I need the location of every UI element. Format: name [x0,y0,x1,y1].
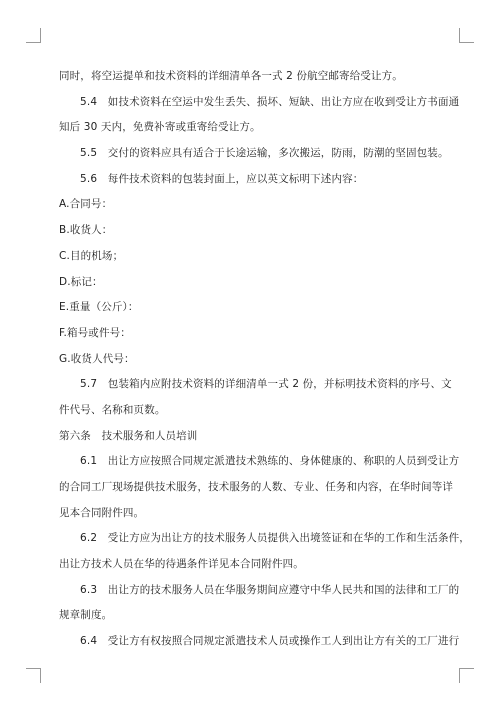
crop-mark-top-left [26,28,41,43]
text-line: 出让方技术人员在华的待遇条件详见本合同附件四。 [59,558,304,571]
text-line: 6.1 出让方应按照合同规定派遣技术熟练的、身体健康的、称职的人员到受让方 [80,455,460,468]
text-line: 5.4 如技术资料在空运中发生丢失、损坏、短缺、出让方应在收到受让方书面通 [80,95,460,108]
text-line: 5.6 每件技术资料的包装封面上，应以英文标明下述内容： [80,172,364,185]
text-line: 第六条 技术服务和人员培训 [59,429,198,442]
text-line: D.标记： [59,275,103,288]
crop-mark-top-right [459,28,474,43]
text-line: 6.2 受让方应为出让方的技术服务人员提供入出境签证和在华的工作和生活条件， [80,532,470,545]
crop-mark-bottom-right [459,668,474,683]
text-line: C.目的机场； [59,249,124,262]
text-line: 件代号、名称和页数。 [59,403,166,416]
text-line: F.箱号或件号： [59,326,131,339]
text-line: 6.3 出让方的技术服务人员在华服务期间应遵守中华人民共和国的法律和工厂的 [80,583,460,596]
text-line: 见本合同附件四。 [59,506,145,519]
text-line: 5.5 交付的资料应具有适合于长途运输，多次搬运，防雨，防潮的坚固包装。 [80,147,449,160]
text-line: A.合同号： [59,198,113,211]
document-body [59,64,470,655]
text-line: 知后 30 天内，免费补寄或重寄给受让方。 [59,121,261,134]
crop-mark-bottom-left [26,668,41,683]
text-line: B.收货人： [59,224,113,237]
text-line: E.重量（公斤）： [59,301,139,314]
text-line: 的合同工厂现场提供技术服务，技术服务的人数、专业、任务和内容，在华时间等详 [59,481,454,493]
text-line: G.收货人代号： [59,352,135,365]
text-line: 同时，将空运提单和技术资料的详细清单各一式 2 份航空邮寄给受让方。 [59,70,403,82]
text-line: 5.7 包装箱内应附技术资料的详细清单一式 2 份，并标明技术资料的序号、文 [80,378,452,391]
text-line: 规章制度。 [59,609,113,622]
text-line: 6.4 受让方有权按照合同规定派遣技术人员或操作工人到出让方有关的工厂进行 [80,635,460,648]
